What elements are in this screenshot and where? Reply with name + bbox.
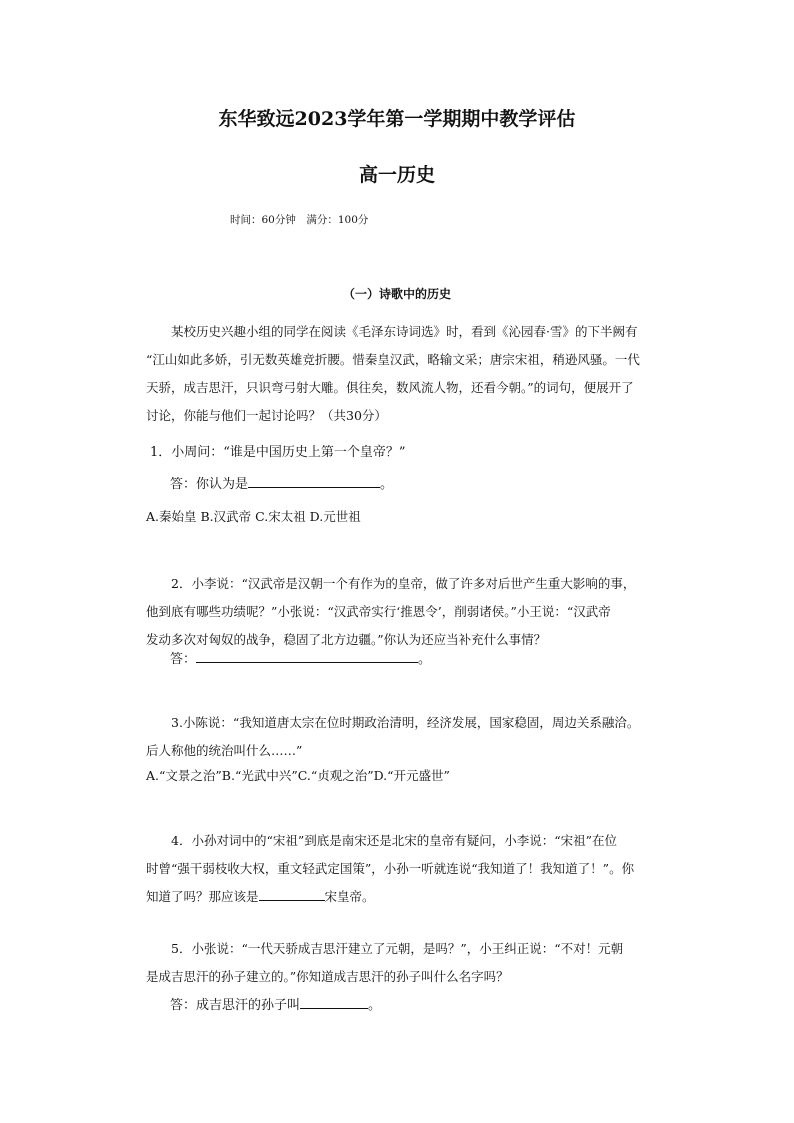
q1-answer-blank[interactable] xyxy=(248,473,380,488)
exam-title: 东华致远2023学年第一学期期中教学评估 xyxy=(218,108,576,130)
q2-answer-suffix: 。 xyxy=(418,652,432,667)
q1-options: A.秦始皇 B.汉武帝 C.宋太祖 D.元世祖 xyxy=(146,509,361,524)
q4-answer-suffix: 宋皇帝。 xyxy=(324,889,375,904)
intro-line: 某校历史兴趣小组的同学在阅读《毛泽东诗词选》时，看到《沁园春·雪》的下半阙有 xyxy=(171,324,638,339)
q2-line: 他到底有哪些功绩呢？”小张说：“汉武帝实行‘推恩令’，削弱诸侯。”小王说：“汉武帝 xyxy=(146,604,611,619)
section-title: （一）诗歌中的历史 xyxy=(342,287,451,301)
q2-answer-prefix: 答： xyxy=(170,652,197,667)
q4-line: 4．小孙对词中的“宋祖”到底是南宋还是北宋的皇帝有疑问，小李说：“宋祖”在位 xyxy=(171,833,618,848)
q5-answer-suffix: 。 xyxy=(368,998,382,1013)
q5-answer-line xyxy=(170,994,381,1013)
q2-answer-blank[interactable] xyxy=(196,648,418,663)
q4-answer-blank[interactable] xyxy=(259,886,325,901)
q3-line: 3.小陈说：“我知道唐太宗在位时期政治清明，经济发展，国家稳固，周边关系融洽。 xyxy=(171,715,640,730)
q3-line: 后人称他的统治叫什么……” xyxy=(146,743,303,758)
exam-meta: 时间：60分钟 满分：100分 xyxy=(230,214,369,226)
intro-line: 讨论，你能与他们一起讨论吗？（共30分） xyxy=(146,408,387,423)
exam-subject: 高一历史 xyxy=(358,164,435,186)
q3-question xyxy=(146,709,658,765)
intro-line: “江山如此多娇，引无数英雄竞折腰。惜秦皇汉武，略输文采；唐宗宋祖，稍逊风骚。一代 xyxy=(146,352,640,367)
q4-question xyxy=(146,827,658,911)
q2-question xyxy=(146,570,658,654)
q2-line: 2．小李说：“汉武帝是汉朝一个有作为的皇帝，做了许多对后世产生重大影响的事， xyxy=(171,576,636,591)
q3-options: A.“文景之治”B.“光武中兴”C.“贞观之治”D.“开元盛世” xyxy=(146,768,450,783)
q4-answer-prefix: 知道了吗？那应该是 xyxy=(146,889,259,904)
q5-question xyxy=(146,935,658,991)
q1-answer-suffix: 。 xyxy=(380,477,394,492)
q5-line: 是成吉思汗的孙子建立的。”你知道成吉思汗的孙子叫什么名字吗？ xyxy=(146,969,509,984)
q2-answer-line xyxy=(170,648,431,667)
q1-answer-line xyxy=(170,473,393,492)
q2-line: 发动多次对匈奴的战争，稳固了北方边疆。”你认为还应当补充什么事情？ xyxy=(146,632,547,647)
q1-answer-prefix: 答：你认为是 xyxy=(170,477,249,492)
intro-paragraph xyxy=(146,318,658,430)
q4-line-3 xyxy=(146,883,658,911)
q5-line: 5．小张说：“一代天骄成吉思汗建立了元朝，是吗？”，小王纠正说：“不对！元朝 xyxy=(171,941,624,956)
q5-answer-prefix: 答：成吉思汗的孙子叫 xyxy=(170,998,301,1013)
q4-line: 时曾“强干弱枝收大权，重文轻武定国策”，小孙一听就连说“我知道了！我知道了！”。你 xyxy=(146,861,635,876)
intro-line: 天骄，成吉思汗，只识弯弓射大雕。俱往矣，数风流人物，还看今朝。”的词句，便展开了 xyxy=(146,380,634,395)
q5-answer-blank[interactable] xyxy=(300,994,368,1009)
q1-question: 1．小周问：“谁是中国历史上第一个皇帝？” xyxy=(150,445,406,460)
